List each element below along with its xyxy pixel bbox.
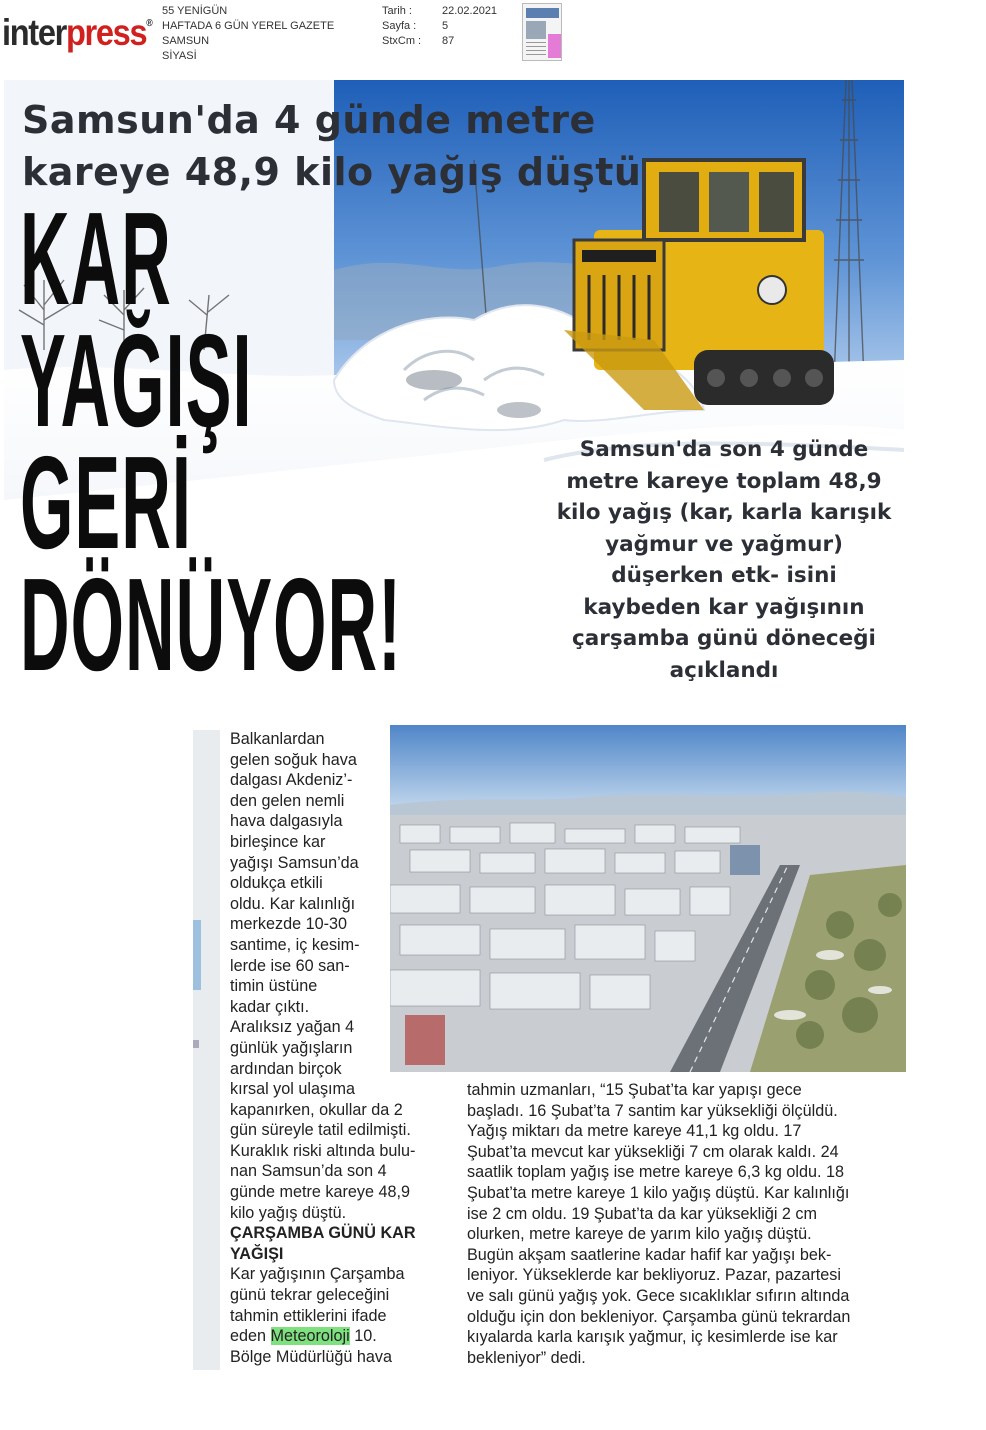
body-text-line: Kuraklık riski altında bulu- xyxy=(230,1141,416,1160)
aerial-city-illustration xyxy=(390,725,906,1072)
body-text-line: leniyor. Yükseklerde kar bekliyoruz. Pazar, pazartesi xyxy=(467,1266,841,1285)
body-text-line: günlük yağışların xyxy=(230,1038,353,1057)
publication-section: SİYASİ xyxy=(162,50,197,62)
page-value: 5 xyxy=(442,20,449,32)
body-text-line: oldukça etkili xyxy=(230,874,323,893)
headline-line-2: YAĞIŞI xyxy=(20,307,253,454)
headline-line-1: KAR xyxy=(20,185,172,332)
column-1-tail xyxy=(230,1264,450,1326)
column-2-paragraph xyxy=(467,1080,912,1368)
page-thumbnail[interactable] xyxy=(522,3,562,61)
page-label: Sayfa : xyxy=(382,20,417,32)
body-text-line: kapanırken, okullar da 2 xyxy=(230,1100,403,1119)
article-lede: Samsun'da son 4 günde metre kareye toplam 48,9 kilo yağış (kar, karla karışık yağmur ve yağmur) düşerken etk- isini kaybeden kar yağışının çarşamba günü döneceği açıklandı xyxy=(556,437,892,683)
body-text-line: merkezde 10-30 xyxy=(230,915,347,934)
body-text-line: hava dalgasıyla xyxy=(230,812,343,831)
body-text-line: ise 2 cm oldu. 19 Şubat’ta da kar yüksekliği 2 cm xyxy=(467,1204,817,1223)
clipping-meta xyxy=(382,4,497,49)
body-text-line: gün süreyle tatil edilmişti. xyxy=(230,1121,411,1140)
body-text-line: bekleniyor” dedi. xyxy=(467,1348,586,1367)
body-text-line: ve salı günü yağış yok. Gece sıcaklıklar sıfırın altında xyxy=(467,1286,850,1305)
meteoroloji-highlight: Meteoroloji xyxy=(270,1327,350,1346)
column-1-highlight-line: eden Meteoroloji 10. xyxy=(230,1327,377,1346)
body-text-line: ardından birçok xyxy=(230,1059,342,1078)
body-text-line: tahmin uzmanları, “15 Şubat’ta kar yapışı gece xyxy=(467,1081,802,1099)
subhead-line-1: ÇARŞAMBA GÜNÜ KAR xyxy=(230,1224,416,1243)
body-text-line: timin üstüne xyxy=(230,977,318,996)
deck-line-1: Samsun'da 4 günde metre xyxy=(22,98,596,142)
body-text-line: kilo yağış düştü. xyxy=(230,1203,347,1222)
body-text-line: başladı. 16 Şubat’ta 7 santim kar yüksekliği ölçüldü. xyxy=(467,1101,838,1120)
body-text-line: Balkanlardan xyxy=(230,730,325,748)
body-text-line: den gelen nemli xyxy=(230,791,345,810)
body-text-line: nan Samsun’da son 4 xyxy=(230,1162,387,1181)
column-1-last-line: Bölge Müdürlüğü hava xyxy=(230,1347,392,1366)
body-text-line: lerde ise 60 san- xyxy=(230,956,350,975)
date-value: 22.02.2021 xyxy=(442,5,498,17)
registered-mark: ® xyxy=(146,18,153,29)
article-column-2 xyxy=(467,1080,912,1368)
body-text-line: Kar yağışının Çarşamba xyxy=(230,1265,405,1284)
publication-frequency: HAFTADA 6 GÜN YEREL GAZETE xyxy=(162,20,335,32)
body-text-line: birleşince kar xyxy=(230,832,326,851)
body-text-line: Bugün akşam saatlerine kadar hafif kar yağışı bek- xyxy=(467,1245,832,1264)
body-text-line: oldu. Kar kalınlığı xyxy=(230,894,356,913)
subhead-line-2: YAĞIŞI xyxy=(230,1244,284,1263)
interpress-logo: interpress® xyxy=(2,12,153,53)
city-aerial-photo xyxy=(390,725,906,1072)
body-text-line: kadar çıktı. xyxy=(230,997,310,1016)
body-text-line: Şubat’ta mevcut kar yüksekliği 7 cm olarak kaldı. 24 xyxy=(467,1142,839,1161)
body-text-line: tahmin ettiklerini ifade xyxy=(230,1306,387,1325)
publication-city: SAMSUN xyxy=(162,35,210,47)
hero-snow-photo xyxy=(4,80,904,716)
body-text-line: kıyalarda karla karışık yağmur, iç kesimlerde ise kar xyxy=(467,1328,838,1347)
side-photo-strip xyxy=(193,730,220,1370)
headline-line-3: GERİ xyxy=(20,429,192,576)
deck-line-2: kareye 48,9 kilo yağış düştü xyxy=(22,150,642,194)
body-text-line: gelen soğuk hava xyxy=(230,750,357,769)
body-text-line: yağışı Samsun’da xyxy=(230,853,359,872)
headline-line-4: DÖNÜYOR! xyxy=(20,551,403,698)
body-text-line: saatlik toplam yağış ise metre kareye 6,3 kg oldu. 18 xyxy=(467,1163,844,1182)
article-deck xyxy=(22,94,641,198)
body-text-line: günü tekrar geleceğini xyxy=(230,1286,390,1305)
body-text-line: Yağış miktarı da metre kareye 41,1 kg oldu. 17 xyxy=(467,1122,802,1141)
body-text-line: olduğu için don bekleniyor. Çarşamba günü tekrardan xyxy=(467,1307,851,1326)
body-text-line: Aralıksız yağan 4 xyxy=(230,1018,355,1037)
size-value: 87 xyxy=(442,35,455,47)
date-label: Tarih : xyxy=(382,5,412,17)
body-text-line: Şubat’ta metre kareye 1 kilo yağış düştü. Kar kalınlığı xyxy=(467,1183,850,1202)
publication-name: 55 YENİGÜN xyxy=(162,5,228,17)
body-text-line: dalgası Akdeniz’- xyxy=(230,771,353,790)
body-text-line: santime, iç kesim- xyxy=(230,935,360,954)
headline xyxy=(20,185,403,698)
body-text-line: olurken, metre kareye de yarım kilo yağış düştü. xyxy=(467,1225,812,1244)
body-text-line: günde metre kareye 48,9 xyxy=(230,1183,410,1202)
source-info xyxy=(162,4,334,64)
body-text-line: kırsal yol ulaşıma xyxy=(230,1080,356,1099)
size-label: StxCm : xyxy=(382,35,422,47)
